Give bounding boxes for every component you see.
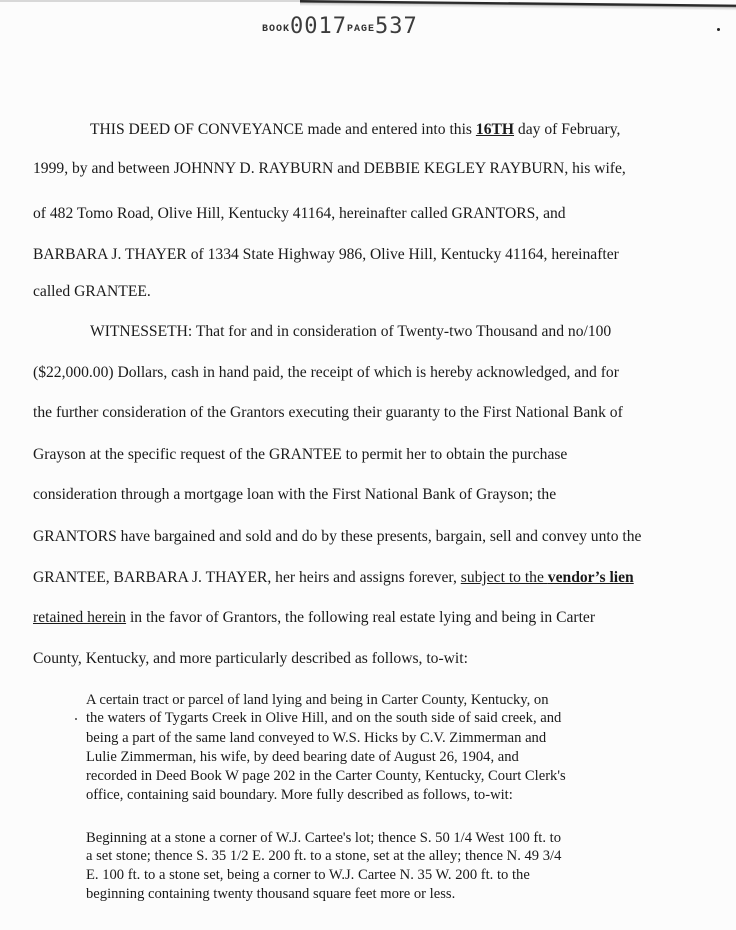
description-line: A certain tract or parcel of land lying and being in Carter County, Kentucky, on bbox=[86, 692, 549, 708]
description-line: recorded in Deed Book W page 202 in the Carter County, Kentucky, Court Clerk's bbox=[86, 768, 566, 784]
deed-line-2: 1999, by and between JOHNNY D. RAYBURN and DEBBIE KEGLEY RAYBURN, his wife, bbox=[33, 160, 626, 177]
description-line: office, containing said boundary. More fully described as follows, to-wit: bbox=[86, 787, 513, 803]
description-line: being a part of the same land conveyed to W.S. Hicks by C.V. Zimmerman and bbox=[86, 730, 547, 746]
deed-day: 16TH bbox=[475, 121, 515, 138]
retained-herein-text: retained herein bbox=[33, 609, 127, 626]
description-line: E. 100 ft. to a stone set, being a corner to W.J. Cartee N. 35 W. 200 ft. to the bbox=[86, 867, 530, 883]
deed-line-4: BARBARA J. THAYER of 1334 State Highway 986, Olive Hill, Kentucky 41164, hereinafter bbox=[33, 246, 619, 263]
description-line: Lulie Zimmerman, his wife, by deed bearing date of August 26, 1904, and bbox=[86, 749, 519, 765]
scan-speck bbox=[717, 28, 720, 31]
deed-text: in the favor of Grantors, the following real estate lying and being in Carter bbox=[126, 609, 596, 626]
deed-line-1 bbox=[90, 121, 620, 139]
deed-line-6: WITNESSETH: That for and in consideration of Twenty-two Thousand and no/100 bbox=[90, 323, 612, 340]
scan-speck bbox=[75, 718, 77, 720]
deed-line-7: ($22,000.00) Dollars, cash in hand paid, the receipt of which is hereby acknowledged, and for bbox=[33, 364, 619, 381]
book-label: BOOK bbox=[262, 24, 291, 35]
page-number: 537 bbox=[375, 14, 418, 39]
description-line: beginning containing twenty thousand square feet more or less. bbox=[86, 886, 456, 902]
deed-line-8: the further consideration of the Grantors executing their guaranty to the First National Bank of bbox=[33, 404, 623, 421]
description-line: the waters of Tygarts Creek in Olive Hill, and on the south side of said creek, and bbox=[86, 710, 562, 726]
scan-edge-left bbox=[0, 0, 300, 2]
deed-line-13 bbox=[33, 609, 595, 627]
deed-line-12 bbox=[33, 569, 634, 587]
description-line: Beginning at a stone a corner of W.J. Cartee's lot; thence S. 50 1/4 West 100 ft. to bbox=[86, 830, 561, 846]
description-line: a set stone; thence S. 35 1/2 E. 200 ft. to a stone, set at the alley; thence N. 49 3/4 bbox=[86, 848, 562, 864]
book-page-stamp bbox=[262, 14, 418, 39]
vendors-lien-text: vendor’s lien bbox=[547, 569, 634, 586]
deed-text: THIS DEED OF CONVEYANCE made and entered into this bbox=[90, 121, 476, 138]
deed-line-9: Grayson at the specific request of the GRANTEE to permit her to obtain the purchase bbox=[33, 446, 568, 463]
deed-line-11: GRANTORS have bargained and sold and do by these presents, bargain, sell and convey unto the bbox=[33, 528, 642, 545]
deed-line-10: consideration through a mortgage loan with the First National Bank of Grayson; the bbox=[33, 486, 557, 503]
deed-text: day of February, bbox=[514, 121, 621, 138]
deed-line-14: County, Kentucky, and more particularly described as follows, to-wit: bbox=[33, 650, 468, 667]
page-label: PAGE bbox=[347, 24, 376, 35]
deed-line-3: of 482 Tomo Road, Olive Hill, Kentucky 41164, hereinafter called GRANTORS, and bbox=[33, 205, 566, 222]
scan-edge bbox=[300, 0, 736, 11]
deed-underlined-text: subject to the bbox=[460, 569, 548, 586]
deed-line-5: called GRANTEE. bbox=[33, 283, 151, 300]
book-number: 0017 bbox=[290, 14, 347, 39]
deed-text: GRANTEE, BARBARA J. THAYER, her heirs and assigns forever, bbox=[33, 569, 461, 586]
